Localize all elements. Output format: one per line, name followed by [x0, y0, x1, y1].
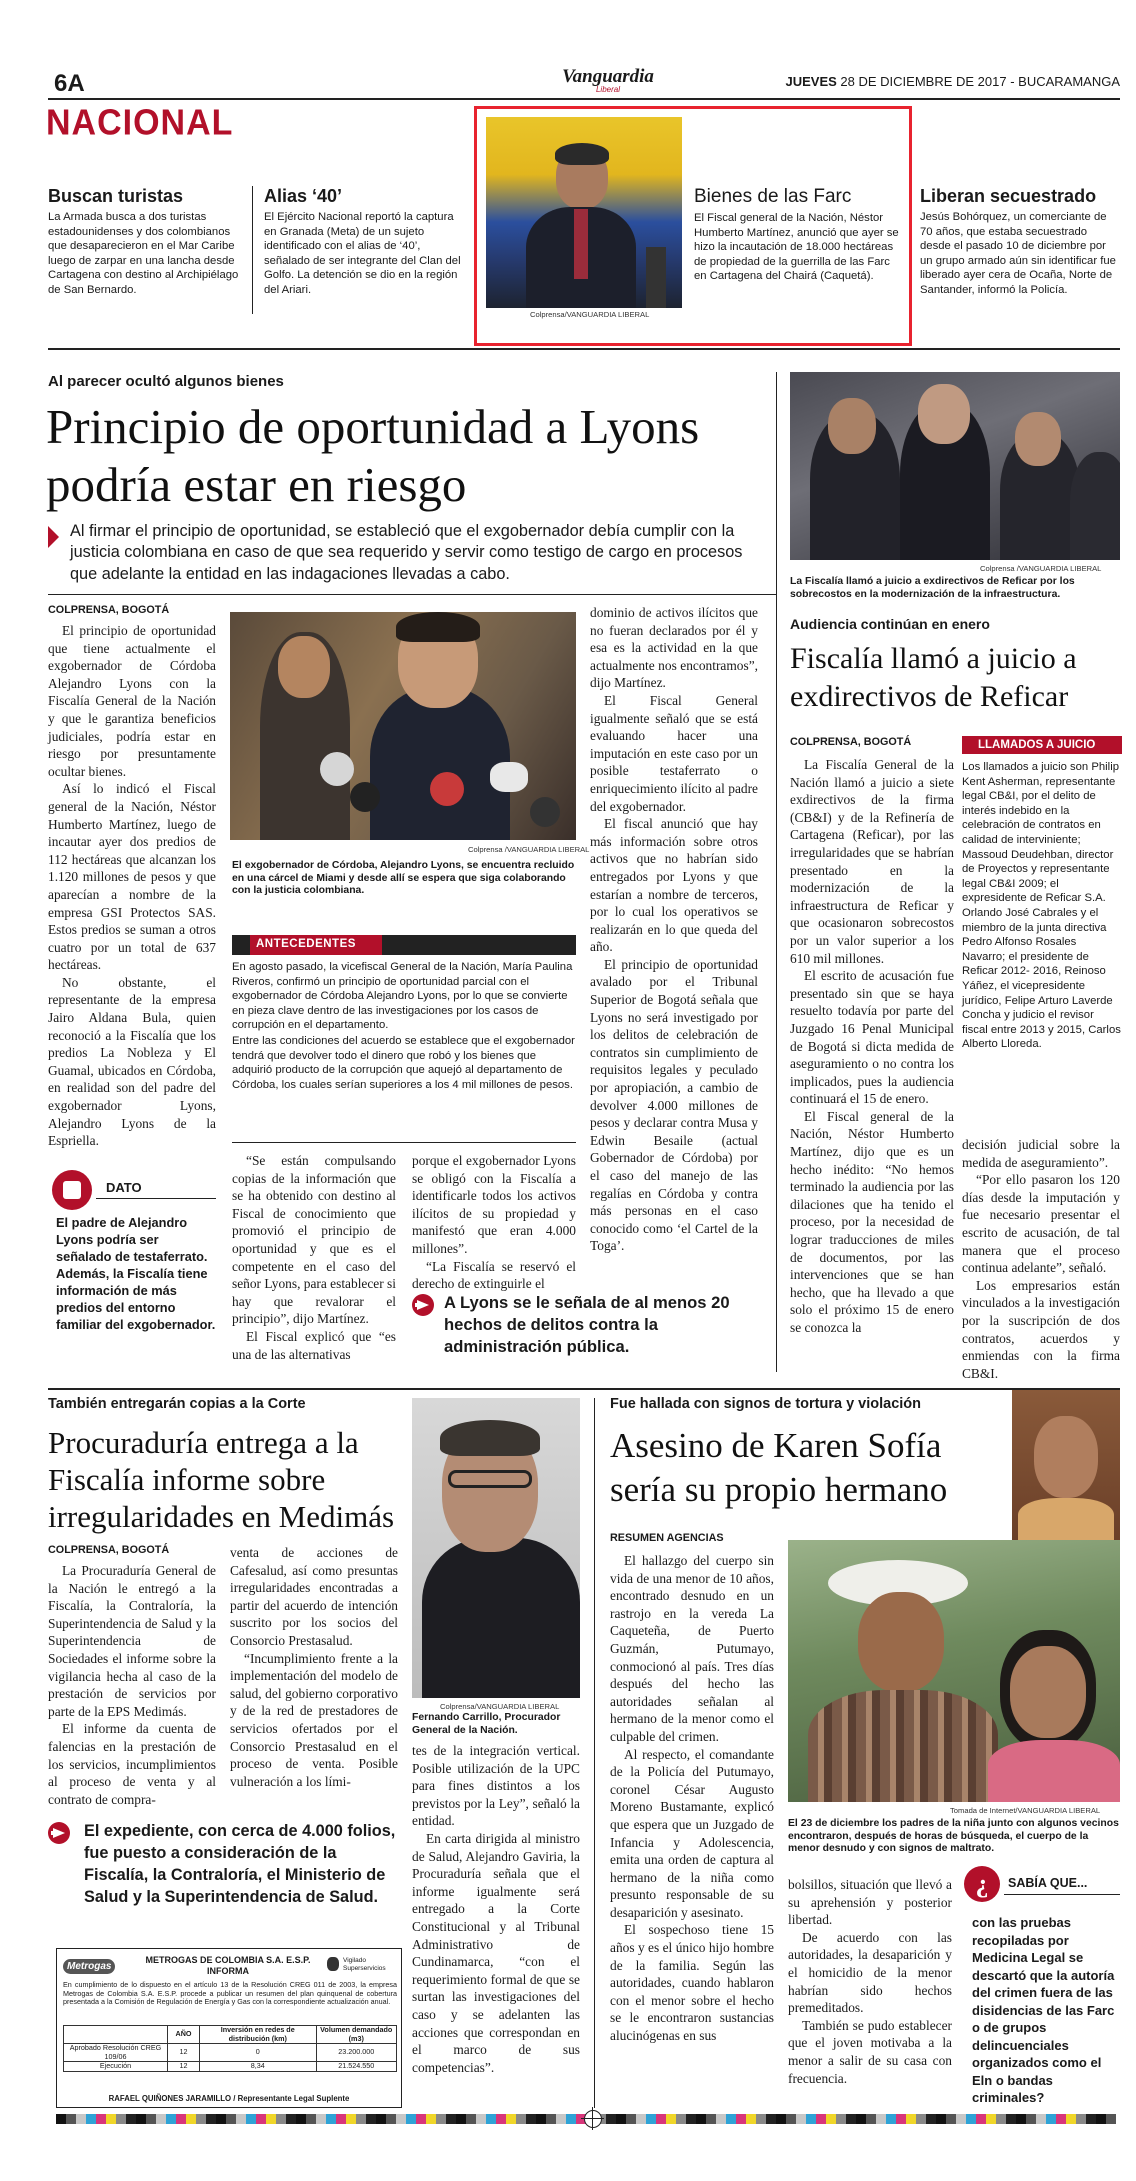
father-face [858, 1592, 944, 1692]
karen-kicker: Fue hallada con signos de tortura y violación [610, 1396, 922, 1412]
reficar-byline: COLPRENSA, BOGOTÁ [790, 736, 912, 748]
column-divider [594, 1398, 595, 2108]
issue-date-rest: 28 DE DICIEMBRE DE 2017 - BUCARAMANGA [840, 74, 1120, 89]
ad-title-line1: METROGAS DE COLOMBIA S.A. E.S.P. [145, 1955, 311, 1965]
paragraph: El hallazgo del cuerpo sin vida de una menor de 10 años, encontrado desnudo en un rastrojo en la vereda La Caqueteña, de Puerto Guzmán, Putumayo, conmocionó al país. Tres días después del hecho las autoridades señalan al hermano de la menor como el culpable del crimen. [610, 1553, 774, 1744]
pullquote-text: A Lyons se le señala de al menos 20 hechos de delitos contra la administración pública. [444, 1293, 730, 1356]
brief-title: Buscan turistas [48, 186, 184, 206]
carrillo-photo [412, 1398, 580, 1698]
photo-caption: La Fiscalía llamó a juicio a exdirectivos de Reficar por los sobrecostos en la modernización de la infraestructura. [790, 576, 1075, 600]
microphone [490, 762, 528, 792]
paragraph: La Procuraduría General de la Nación le entregó a la Fiscalía, la Contraloría, la Superintendencia de Salud y la Superintendencia de Sociedades el informe sobre la vigilancia hecha al caso de la prestación de servicios por parte de la EPS Medimás. [48, 1563, 216, 1719]
lyons-col2 [232, 1152, 396, 1363]
paragraph: El principio de oportunidad que tiene actualmente el exgobernador de Córdoba Alejandro Lyons con la Fiscalía General de la Nación y que le garantiza beneficios judiciales, podría estar en riesgo por presuntamente ocultar bienes. [48, 623, 216, 779]
table-row [64, 2044, 397, 2062]
photo-credit: Colprensa /VANGUARDIA LIBERAL [468, 845, 590, 854]
registration-mark-icon [584, 2110, 602, 2128]
antecedentes-text2: Entre las condiciones del acuerdo se establece que el exgobernador tendrá que devolver todo el dinero que robó y los bienes que adquirió producto de la corrupción que aquejó al departamento de Córdoba, los cuales serían superiores a los 4 mil millones de pesos. [232, 1034, 575, 1091]
lyons-byline: COLPRENSA, BOGOTÁ [48, 604, 170, 616]
brief-text: El Ejército Nacional reportó la captura en Granada (Meta) de un sujeto identificado con el alias de ‘40’, señalado de ser integrante del Clan del Golfo. La detención se dio en la región del Ariari. [264, 211, 461, 296]
paragraph: “Incumplimiento frente a la implementación del modelo de salud, del gobierno corporativo y de la red de prestadores de servicios ofertados por el Consorcio Prestasalud en el proceso de venta. Posible vulneración a los lími- [230, 1650, 398, 1789]
paragraph: dominio de activos ilícitos que no fueran declarados por él y esa es la actividad en la que actualmente nos encontramos”, dijo Martínez. [590, 605, 758, 691]
lyons-pullquote [412, 1292, 758, 1358]
sabia-rule [1004, 1894, 1120, 1895]
brief-text: El Fiscal general de la Nación, Néstor Humberto Martínez, anunció que ayer se hizo la incautación de 18.000 hectáreas de propiedad de la guerrilla de las Farc en Cartagena del Chairá (Caquetá). [694, 212, 899, 283]
paragraph: El fiscal anunció que hay más información sobre otros activos que no habrían sido entregados por Lyons y que estarían a nombre de terceros, por lo cual los operativos se realizarán en lo que queda del año. [590, 816, 758, 955]
paragraph: También se pudo establecer que el joven motivaba a la menor a salir de su casa con frecuencia. [788, 2017, 952, 2086]
reficar-col1 [790, 756, 954, 1337]
page-header [48, 68, 1120, 98]
father-poncho [808, 1690, 998, 1802]
microphone [350, 782, 380, 812]
karen-portrait [1012, 1390, 1120, 1540]
section-rule [48, 348, 1120, 350]
parents-photo [788, 1540, 1120, 1802]
table-header-row [64, 2026, 397, 2044]
sabia-label: SABÍA QUE... [1008, 1876, 1088, 1890]
logo-main: Vanguardia [562, 66, 654, 87]
reficar-kicker: Audiencia continúan en enero [790, 616, 990, 632]
paragraph: La Fiscalía General de la Nación llamó a juicio a siete exdirectivos de la firma (CB&I) y de la Refinería de Cartagena (Reficar), por las irregularidades que se habrían presentado en la modernización de la infraestructura de Reficar y que ocasionaron sobrecostos por un valor superior a los 610 mil millones. [790, 757, 954, 966]
paragraph: El Fiscal General igualmente señaló que se está evaluando hacer una imputación en este caso por un posible testaferrato o enriquecimiento ilícito al padre del exgobernador. [590, 692, 758, 814]
llamados-label: LLAMADOS A JUICIO [962, 736, 1122, 754]
reficar-headline: Fiscalía llamó a juicio a exdirectivos de Reficar [790, 642, 1077, 713]
table-cell: 21.524.550 [316, 2062, 397, 2072]
figure-tie [574, 209, 588, 279]
box-rule [232, 1142, 576, 1143]
photo-caption: Fernando Carrillo, Procurador General de la Nación. [412, 1712, 561, 1736]
issue-date [785, 74, 1120, 89]
medimas-byline: COLPRENSA, BOGOTÁ [48, 1544, 170, 1556]
paragraph: tes de la integración vertical. Posible utilización de la UPC para fines distintos a los previstos por la Ley”, señaló la entidad. [412, 1743, 580, 1829]
ad-title-line2: INFORMA [207, 1966, 249, 1976]
lyons-col1 [48, 622, 216, 1150]
brief-text: Jesús Bohórquez, un comerciante de 70 años, que estaba secuestrado desde el pasado 10 de diciembre por un grupo armado aún sin identificar fue liberado ayer cera de Ocaña, Norte de Santander, informó la Policía. [920, 211, 1116, 296]
arrow-icon [412, 1294, 434, 1316]
deck-marker [48, 526, 59, 548]
column-divider [252, 186, 253, 314]
medimas-headline: Procuraduría entrega a la Fiscalía informe sobre irregularidades en Medimás [48, 1425, 395, 1534]
table-cell: 0 [200, 2044, 317, 2062]
reficar-col2 [962, 1136, 1120, 1382]
puzzle-piece [63, 1181, 81, 1199]
question-icon: ¿ [964, 1866, 1000, 1902]
ad-table [63, 2025, 397, 2072]
brief-alias-40 [264, 186, 462, 298]
lyons-kicker: Al parecer ocultó algunos bienes [48, 373, 284, 390]
paragraph: “Por ello pasaron los 120 días desde la imputación y fue necesario presentar el escrito de acusación, de tal manera que el proceso continua adelante”, señaló. [962, 1172, 1120, 1276]
paragraph: porque el exgobernador Lyons se obligó con la Fiscalía a identificarle todos los activos ilícitos de su propiedad y manifestó que eran 4.000 millones”. [412, 1153, 576, 1256]
table-cell: 12 [168, 2062, 200, 2072]
dato-rule [96, 1198, 216, 1199]
karen-col2 [788, 1876, 952, 2087]
portrait-face [1034, 1416, 1098, 1498]
portrait-shirt [1018, 1498, 1114, 1540]
paragraph: Los empresarios están vinculados a la investigación por la suscripción de dos contratos, acuerdos y enmiendas con la firma CB&I. [962, 1277, 1120, 1381]
lyons-photo [230, 612, 576, 840]
table-row [64, 2062, 397, 2072]
paragraph: El principio de oportunidad avalado por el Tribunal Superior de Bogotá señala que Lyons no será investigado por los delitos de celebración de contratos sin cumplimiento de requisitos legales y peculado por apropiación, a cambio de devolver 4.000 millones de pesos y declarar contra Musa y Edwin Besaile (actual Gobernador de Córdoba) por el caso del manejo de las regalías en Córdoba y contra más personas en el caso conocido como ‘el Cartel de la Toga’. [590, 956, 758, 1254]
medimas-pullquote [48, 1820, 404, 1908]
paragraph: venta de acciones de Cafesalud, así como presuntas irregularidades encontradas a partir del acuerdo de intención suscrito por los socios del Consorcio Prestasalud. [230, 1545, 398, 1648]
brief-liberan [920, 186, 1120, 298]
logo-sub: Liberal [595, 85, 620, 94]
puzzle-icon [52, 1170, 92, 1210]
paragraph: El Fiscal explicó que “es una de las alternativas [232, 1328, 396, 1362]
person-face [1015, 412, 1061, 466]
section-rule [48, 1388, 1120, 1390]
carrillo-hair [440, 1420, 540, 1456]
deck-rule [48, 594, 776, 595]
section-title: NACIONAL [46, 103, 234, 143]
paragraph: No obstante, el representante de la empresa Jairo Aldana Bula, quien reconoció a la Fiscalía que los predios La Nobleza y El Guamal, ubicados en Córdoba, en realidad son del padre del exgobernador Lyons, Alejandro Lyons de la Espriella. [48, 974, 216, 1149]
figure-hair [555, 143, 609, 165]
table-header: Volumen demandado (m3) [316, 2026, 397, 2044]
carrillo-body [422, 1538, 580, 1698]
photo-credit: Tomada de Internet/VANGUARDIA LIBERAL [950, 1806, 1101, 1815]
paragraph: De acuerdo con las autoridades, la desaparición y el homicidio de la menor habrían sido hechos premeditados. [788, 1929, 952, 2016]
lyons-col3 [412, 1152, 576, 1293]
antecedentes-box [232, 960, 576, 1092]
person-left-face [278, 636, 330, 698]
pullquote-text: El expediente, con cerca de 4.000 folios, fue puesto a consideración de la Fiscalía, la Contraloría, el Ministerio de Salud y la Superintendencia de Salud. [84, 1822, 396, 1906]
vigilado-text: Vigilado Superservicios [343, 1957, 386, 1972]
brief-title: Alias ‘40’ [264, 186, 343, 206]
brief-text: La Armada busca a dos turistas estadounidenses y dos colombianos que desaparecieron en el Mar Caribe luego de zarpar en una lancha desde Cartagena con destino al Archipiélago de San Bernardo. [48, 211, 239, 296]
antecedentes-text: En agosto pasado, la vicefiscal General de la Nación, María Paulina Riveros, confirmó un principio de oportunidad parcial con el exgobernador de Córdoba Alejandro Lyons, por lo que se convierte en pieza clave dentro de las investigaciones por los casos de corrupción en el departamento. [232, 961, 573, 1032]
table-cell: 23.200.000 [316, 2044, 397, 2062]
karen-byline: RESUMEN AGENCIAS [610, 1532, 724, 1544]
brief-bienes-farc [694, 186, 904, 284]
header-rule [48, 98, 1120, 100]
newspaper-logo [538, 68, 678, 94]
brief-turistas [48, 186, 248, 298]
lyons-headline: Principio de oportunidad a Lyons podría estar en riesgo [46, 399, 700, 512]
photo-caption: El 23 de diciembre los padres de la niña junto con algunos vecinos encontraron, después de horas de búsqueda, el cuerpo de la menor desnudo y con signos de maltrato. [788, 1818, 1119, 1855]
table-header [64, 2026, 168, 2044]
brief-title: Liberan secuestrado [920, 186, 1097, 206]
table-cell: 8,34 [200, 2062, 317, 2072]
table-cell: Aprobado Resolución CREG 109/06 [64, 2044, 168, 2062]
paragraph: “Se están compulsando copias de la información que se ha obtenido con destino al Fiscal de conocimiento que promovió el principio de oportunidad y que es el competente en el caso del señor Lyons, para establecer si hay que revalorar el principio”, dijo Martínez. [232, 1153, 396, 1327]
photo-credit: Colprensa/VANGUARDIA LIBERAL [530, 310, 650, 319]
medimas-kicker: También entregarán copias a la Corte [48, 1396, 306, 1412]
llamados-text: Los llamados a juicio son Philip Kent Asherman, representante legal CB&I, por el delito de interés indebido en la celebración de contratos en calidad de interviniente; Massoud Deudehban, director de Proyectos y representante legal CB&I 2009; el expresidente de Reficar S.A. Orlando José Cabrales y el miembro de la junta directiva Pedro Alfonso Rosales Navarro; el presidente de Reficar 2012- 2016, Reinoso Yáñez, el vicepresidente jurídico, Felipe Arturo Laverde Concha y judicio el revisor fiscal entre 2013 y 2015, Carlos Alberto Lloreda. [962, 761, 1121, 1051]
dato-text: El padre de Alejandro Lyons podría ser señalado de testaferrato. Además, la Fiscalía tiene información de más predios del entorno familiar del exgobernador. [56, 1215, 216, 1332]
ad-intro: En cumplimiento de lo dispuesto en el artículo 13 de la Resolución CREG 011 de 2003, la empresa Metrogas de Colombia S.A. E.S.P. procede a publicar un resumen del plan quinquenal de cobertura presentada a la Comisión de Regulación de Energía y Gas con la correspondiente actualización anual. [63, 1980, 397, 2007]
dato-label: DATO [106, 1180, 142, 1195]
vigilado-icon [327, 1957, 339, 1971]
table-header: Inversión en redes de distribución (km) [200, 2026, 317, 2044]
paragraph: decisión judicial sobre la medida de aseguramiento”. [962, 1137, 1120, 1170]
paragraph: “La Fiscalía se reservó el derecho de extinguirle el [412, 1258, 576, 1292]
karen-col1 [610, 1552, 774, 2045]
table-cell: 12 [168, 2044, 200, 2062]
person-face [828, 398, 876, 454]
paragraph: El informe da cuenta de falencias en la prestación de los servicios, incumplimientos al proceso de venta y al contrato de compra- [48, 1721, 216, 1807]
fiscal-photo [486, 117, 682, 308]
paragraph: Al respecto, el comandante de la Policía del Putumayo, coronel César Augusto Moreno Bustamante, explicó que espera que un Juzgado de Infancia y Adolescencia, emita una orden de captura al hermano de la niña como presunto responsable de su desaparición y asesinato. [610, 1746, 774, 1920]
metrogas-logo: Metrogas [63, 1959, 115, 1974]
medimas-col1 [48, 1562, 216, 1808]
arrow-icon [48, 1822, 70, 1844]
medimas-col3 [412, 1742, 580, 2076]
column-divider [776, 372, 777, 1372]
antecedentes-label: ANTECEDENTES [256, 938, 356, 950]
table-cell: Ejecución [64, 2062, 168, 2072]
sabia-text: con las pruebas recopiladas por Medicina Legal se descartó que la autoría del crimen fuera de las disidencias de las Farc o de grupos delincuenciales organizados como el Eln o bandas criminales? [972, 1915, 1115, 2105]
table-header: AÑO [168, 2026, 200, 2044]
issue-day: JUEVES [785, 74, 837, 89]
metrogas-ad [56, 1948, 402, 2108]
ad-title [133, 1955, 323, 1977]
llamados-box [962, 736, 1122, 1052]
mother-shirt [988, 1740, 1120, 1802]
lyons-col4 [590, 604, 758, 1255]
paragraph: El sospechoso tiene 15 años y es el único hijo hombre de la familia. Según las autoridades, cuando hablaron con el menor sobre el hecho se le encontraron sustancias alucinógenas en sus [610, 1922, 774, 2044]
microphone [430, 772, 464, 806]
paragraph: El Fiscal general de la Nación, Néstor Humberto Martínez, dijo que es un hecho inédito: “No hemos terminado la audiencia por las dilaciones que ha tenido el proceso, por la necesidad de lograr traducciones de miles de documentos, por las intervenciones que se han hecho, que ha llevado a que solo el próximo 15 de enero se conozca la [790, 1108, 954, 1335]
photo-credit: Colprensa/VANGUARDIA LIBERAL [440, 1702, 560, 1711]
lyons-hair [396, 612, 480, 642]
karen-headline: Asesino de Karen Sofía sería su propio hermano [610, 1426, 948, 1509]
mother-face [1010, 1646, 1086, 1738]
person [1070, 452, 1120, 560]
registration-v [592, 2107, 593, 2130]
fiscal-figure [526, 147, 636, 308]
microphone [530, 797, 560, 827]
person-face [918, 384, 970, 444]
ad-footer: RAFAEL QUIÑONES JARAMILLO / Representante Legal Suplente [108, 2094, 350, 2103]
glasses [448, 1470, 532, 1488]
microphone [320, 752, 354, 786]
lyons-figure [370, 687, 510, 840]
page-number: 6A [54, 70, 85, 97]
photo-caption: El exgobernador de Córdoba, Alejandro Lyons, se encuentra recluido en una cárcel de Miami y desde allí se espera que siga colaborando con la justicia colombiana. [232, 860, 575, 897]
photo-credit: Colprensa /VANGUARDIA LIBERAL [980, 564, 1102, 573]
paragraph: El escrito de acusación fue presentado sin que se haya resuelto todavía por parte del Juzgado 16 Penal Municipal de Bogotá si dicta medida de aseguramiento o no contra los implicados, pues la audiencia continuará el 15 de enero. [790, 968, 954, 1107]
paragraph: bolsillos, situación que llevó a su aprehensión y posterior libertad. [788, 1877, 952, 1928]
dato-box [48, 1170, 218, 1356]
brief-title: Bienes de las Farc [694, 186, 852, 207]
reficar-photo [790, 372, 1120, 560]
paragraph: En carta dirigida al ministro de Salud, Alejandro Gaviria, la Procuraduría señala que el informe igualmente será entregado a la Corte Constitucional y al Tribunal Administrativo de Cundinamarca, “con el requerimiento formal de que se surtan las investigaciones del caso y se adelanten las acciones que correspondan en el marco de sus competencias”. [412, 1830, 580, 2075]
medimas-col2 [230, 1544, 398, 1790]
microphone-stand [646, 247, 666, 308]
paragraph: Así lo indicó el Fiscal general de la Nación, Néstor Humberto Martínez, luego de incautar ayer dos predios de 112 hectáreas que alcanzan los 1.120 millones de pesos y que aparecían a nombre de la empresa GSI Protectos SAS. Estos predios se suman a otros cuatro por un total de 637 hectáreas. [48, 781, 216, 973]
lyons-deck: Al firmar el principio de oportunidad, se estableció que el exgobernador debía cumplir con la justicia colombiana en caso de que sea requerido y servir como testigo de cargo en procesos que adelante la entidad en las indagaciones llevadas a cabo. [70, 522, 743, 583]
